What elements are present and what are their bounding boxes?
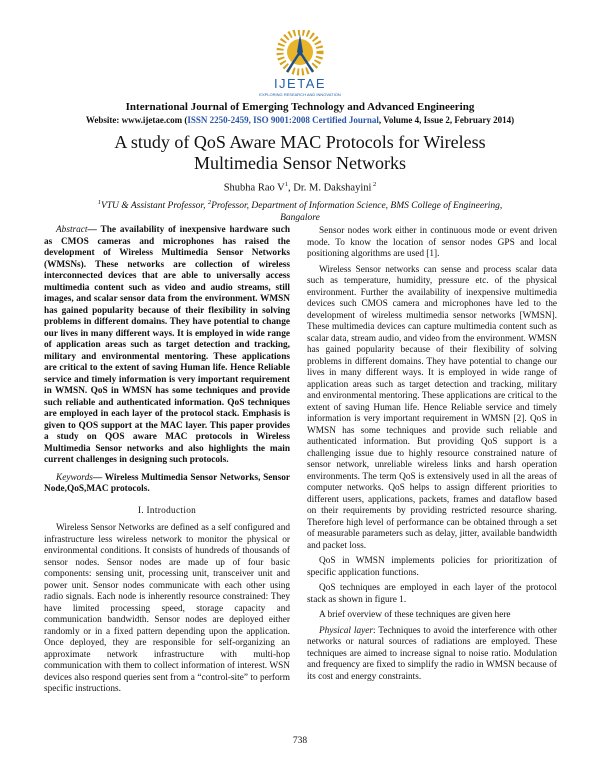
physical-layer-text: : Techniques to avoid the interference with other networks or natural sources of radiations are employed. These techniques are aimed to increase signal to noise ratio. Modulation and frequency are fixed to simplify the radio in WMSN because of its cost and energy constraints.: [307, 625, 557, 682]
author-1-sup: 1: [284, 181, 288, 188]
abstract: [44, 225, 290, 467]
right-column: [307, 226, 557, 687]
author-2-sup: 2: [371, 181, 377, 188]
issn: ISSN 2250-2459, ISO 9001:2008 Certified Journal: [187, 115, 379, 125]
paper-title: [0, 132, 600, 174]
website-suffix: , Volume 4, Issue 2, February 2014): [378, 115, 515, 125]
affil-line-2: Bangalore: [280, 213, 320, 224]
journal-website: [0, 115, 600, 125]
intro-paragraph: Wireless Sensor Networks are defined as a self configured and infrastructure less wireless network to monitor the physical or environmental conditions. It consists of hundreds of thousands of sensor nodes. Sensor nodes are made up of four basic components: sensing unit, processing unit, transceiver unit and power unit. Sensor nodes communicate with each other using radio signals. Each node is inherently resource constrained: They have limited processing speed, storage capacity and communication bandwidth. Sensor nodes are deployed either randomly or in a fixed pattern depending upon the application. Once deployed, they are responsible for self-organizing an approximate network infrastructure with multi-hop communication with them to collect information of interest. WSN devices also respond queries sent from a “control-site” to perform specific instructions.: [44, 523, 290, 694]
keywords: [44, 473, 290, 496]
logo-tagline: EXPLORING RESEARCH AND INNOVATION: [259, 92, 341, 97]
paragraph-2: Wireless Sensor networks can sense and process scalar data such as temperature, humidity, pressure etc. of the physical environment. Further the availability of inexpensive multimedia devices such CMOS camera and microphones have led to the development of wireless multimedia sensor networks [WMSN]. These multimedia devices can capture multimedia content such as scalar data, stream audio, and video from the environment. WMSN has gained popularity because of their flexibility of solving problems in different domains. They have potential to change our lives in many different ways. It is employed in wide range of application areas such as target detection and tracking, military and environmental mentoring. These applications are critical to the extent of saving Human life. Hence Reliable service and timely information is very important requirement in WMSN [2]. QoS in WMSN has some techniques and provide such reliable and authenticated information. But providing QoS support is a challenging issue due to highly resource constrained nature of sensor network, unreliable wireless links and harsh operation environments. The term QoS is extensively used in all the areas of computer networks. QoS helps to assign different priorities to different users, applications, packets, frames and dataflow based on their requirements by providing restricted resource sharing. Therefore high level of performance can be obtained through a set of measurable parameters such as delay, jitter, available bandwidth and packet loss.: [307, 264, 557, 551]
keywords-text: — Wireless Multimedia Sensor Networks, Sensor Node,QoS,MAC protocols.: [44, 472, 290, 494]
affil-part-2: Professor, Department of Information Science, BMS College of Engineering,: [211, 201, 503, 212]
author-2: , Dr. M. Dakshayini: [288, 182, 372, 194]
abstract-label: Abstract: [56, 225, 88, 235]
paragraph-1: Sensor nodes work either in continuous mode or event driven mode. To know the location of sensor nodes GPS and local positioning algorithms are used [1].: [307, 226, 557, 259]
author-1: Shubha Rao V: [223, 182, 285, 194]
affil-part-1: VTU & Assistant Professor,: [100, 201, 208, 212]
affiliation: [0, 197, 600, 224]
affil-sup-1: 1: [97, 199, 101, 206]
title-line-1: A study of QoS Aware MAC Protocols for Wireless: [114, 132, 486, 152]
keywords-label: Keywords: [56, 472, 93, 483]
abstract-text: — The availability of inexpensive hardware such as CMOS cameras and microphones has raised the development of Wireless Multimedia Sensor Networks (WMSNs). These networks are collection of wireless interconnected devices that are able to universally access multimedia content such as video and audio streams, still images, and scalar sensor data from the environment. WMSN has gained popularity because of their flexibility in solving problems in different domains. They have potential to change our lives in many different ways. It is employed in wide range of application areas such as target detection and tracking, military and environmental mentoring. These applications are critical to the extent of saving Human life. Hence Reliable service and timely information is very important requirement in WMSN. QoS in WMSN has some techniques and provide such reliable and authenticated information. QoS techniques are employed in each layer of the protocol stack. Emphasis is given to QOS support at the MAC layer. This paper provides a study on QOS aware MAC protocols in Wireless Multimedia Sensor networks and also highlights the main current challenges in designing such protocols.: [44, 225, 290, 465]
paragraph-5: A brief overview of these techniques are given here: [319, 610, 511, 620]
website-prefix: Website: www.ijetae.com (: [85, 115, 188, 125]
left-column: [44, 225, 290, 700]
authors: [0, 181, 600, 194]
paragraph-3: QoS in WMSN implements policies for prioritization of specific application functions.: [307, 556, 557, 578]
title-line-2: Multimedia Sensor Networks: [194, 153, 406, 173]
section-heading: I. Introduction: [137, 505, 197, 516]
paragraph-4: QoS techniques are employed in each layer of the protocol stack as shown in figure 1.: [307, 583, 557, 605]
logo-text: IJETAE: [273, 76, 327, 91]
journal-logo: [255, 30, 345, 98]
page-number: 738: [292, 736, 308, 746]
paragraph-6: [307, 626, 557, 684]
affil-sup-2: 2: [207, 199, 212, 206]
journal-name: International Journal of Emerging Technology and Advanced Engineering: [125, 101, 475, 113]
physical-layer-label: Physical layer: [319, 625, 373, 636]
